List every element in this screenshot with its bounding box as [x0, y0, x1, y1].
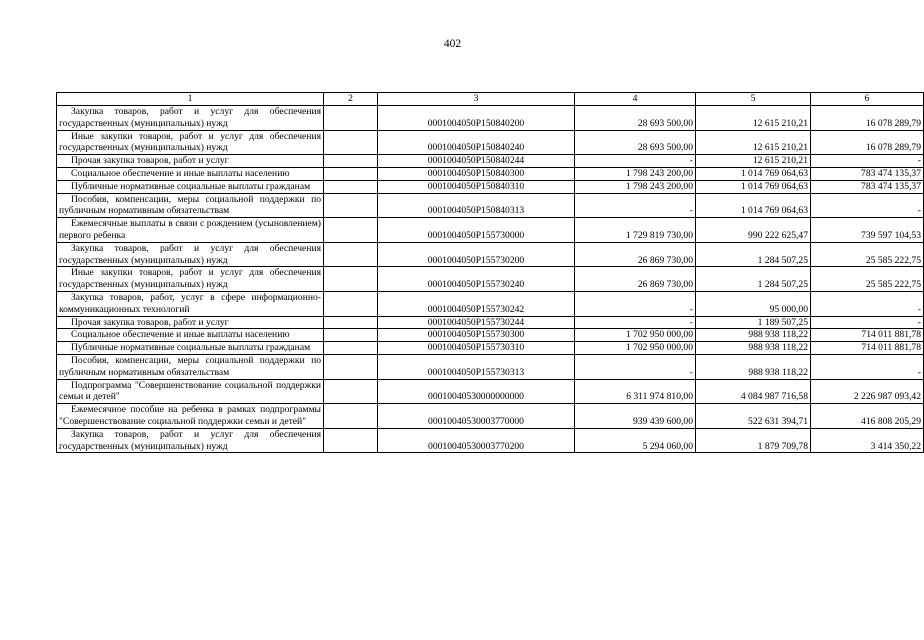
row-unexecuted-cell: 16 078 289,79 — [811, 106, 924, 131]
row-approved-cell: - — [575, 316, 696, 329]
row-code-cell: 00010040530003770000 — [378, 404, 575, 429]
row-unexecuted-cell: 739 597 104,53 — [811, 218, 924, 243]
row-name-cell: Закупка товаров, работ и услуг для обеспечения государственных (муниципальных) нужд — [57, 242, 324, 267]
table-row — [57, 291, 924, 316]
row-executed-cell: 988 938 118,22 — [696, 342, 811, 355]
row-executed-cell: 522 631 394,71 — [696, 404, 811, 429]
column-header: 1 — [57, 93, 324, 106]
table-row — [57, 193, 924, 218]
row-approved-cell: - — [575, 291, 696, 316]
row-col2-cell — [324, 354, 378, 379]
row-unexecuted-cell: 25 585 222,75 — [811, 267, 924, 292]
table-row — [57, 242, 924, 267]
row-unexecuted-cell: 25 585 222,75 — [811, 242, 924, 267]
row-code-cell: 0001004050P150840240 — [378, 130, 575, 155]
row-col2-cell — [324, 193, 378, 218]
row-code-cell: 0001004050P155730200 — [378, 242, 575, 267]
budget-table — [56, 92, 924, 453]
row-code-cell: 0001004050P150840300 — [378, 167, 575, 180]
row-col2-cell — [324, 106, 378, 131]
row-code-cell: 0001004050P155730244 — [378, 316, 575, 329]
row-executed-cell: 988 938 118,22 — [696, 354, 811, 379]
row-unexecuted-cell: 783 474 135,37 — [811, 167, 924, 180]
row-name-cell: Социальное обеспечение и иные выплаты населению — [57, 167, 324, 180]
row-col2-cell — [324, 180, 378, 193]
row-executed-cell: 12 615 210,21 — [696, 130, 811, 155]
row-col2-cell — [324, 316, 378, 329]
row-unexecuted-cell: 16 078 289,79 — [811, 130, 924, 155]
row-col2-cell — [324, 267, 378, 292]
row-name-cell: Социальное обеспечение и иные выплаты населению — [57, 329, 324, 342]
row-approved-cell: 28 693 500,00 — [575, 130, 696, 155]
row-code-cell: 00010040530003770200 — [378, 428, 575, 453]
table-row — [57, 342, 924, 355]
table-row — [57, 155, 924, 168]
row-code-cell: 0001004050P155730313 — [378, 354, 575, 379]
row-col2-cell — [324, 291, 378, 316]
row-col2-cell — [324, 404, 378, 429]
row-code-cell: 0001004050P155730240 — [378, 267, 575, 292]
row-name-cell: Прочая закупка товаров, работ и услуг — [57, 316, 324, 329]
row-name-cell: Закупка товаров, работ и услуг для обеспечения государственных (муниципальных) нужд — [57, 428, 324, 453]
row-code-cell: 00010040530000000000 — [378, 379, 575, 404]
table-row — [57, 329, 924, 342]
table-row — [57, 180, 924, 193]
row-unexecuted-cell: 2 226 987 093,42 — [811, 379, 924, 404]
row-name-cell: Иные закупки товаров, работ и услуг для обеспечения государственных (муниципальных) нужд — [57, 267, 324, 292]
row-executed-cell: 12 615 210,21 — [696, 106, 811, 131]
row-code-cell: 0001004050P155730310 — [378, 342, 575, 355]
table-row — [57, 106, 924, 131]
row-col2-cell — [324, 329, 378, 342]
row-approved-cell: 1 702 950 000,00 — [575, 329, 696, 342]
row-code-cell: 0001004050P155730000 — [378, 218, 575, 243]
row-name-cell: Закупка товаров, работ, услуг в сфере информационно-коммуникационных технологий — [57, 291, 324, 316]
table-header-row — [57, 93, 924, 106]
column-header: 4 — [575, 93, 696, 106]
row-unexecuted-cell: - — [811, 155, 924, 168]
column-header: 2 — [324, 93, 378, 106]
row-executed-cell: 988 938 118,22 — [696, 329, 811, 342]
row-approved-cell: 1 702 950 000,00 — [575, 342, 696, 355]
table-row — [57, 167, 924, 180]
row-approved-cell: - — [575, 354, 696, 379]
row-approved-cell: 26 869 730,00 — [575, 267, 696, 292]
row-unexecuted-cell: - — [811, 316, 924, 329]
row-code-cell: 0001004050P150840310 — [378, 180, 575, 193]
column-header: 3 — [378, 93, 575, 106]
row-unexecuted-cell: 416 808 205,29 — [811, 404, 924, 429]
row-executed-cell: 1 014 769 064,63 — [696, 180, 811, 193]
row-code-cell: 0001004050P155730242 — [378, 291, 575, 316]
table-row — [57, 379, 924, 404]
table-row — [57, 404, 924, 429]
row-code-cell: 0001004050P150840244 — [378, 155, 575, 168]
page-number: 402 — [443, 38, 462, 50]
row-name-cell: Публичные нормативные социальные выплаты гражданам — [57, 342, 324, 355]
row-col2-cell — [324, 242, 378, 267]
row-name-cell: Пособия, компенсации, меры социальной поддержки по публичным нормативным обязательствам — [57, 354, 324, 379]
row-col2-cell — [324, 167, 378, 180]
row-code-cell: 0001004050P150840313 — [378, 193, 575, 218]
table-row — [57, 267, 924, 292]
column-header: 6 — [811, 93, 924, 106]
row-col2-cell — [324, 218, 378, 243]
row-executed-cell: 1 014 769 064,63 — [696, 193, 811, 218]
column-header: 5 — [696, 93, 811, 106]
row-executed-cell: 1 189 507,25 — [696, 316, 811, 329]
row-col2-cell — [324, 342, 378, 355]
row-approved-cell: 1 729 819 730,00 — [575, 218, 696, 243]
row-name-cell: Ежемесячные выплаты в связи с рождением (усыновлением) первого ребенка — [57, 218, 324, 243]
row-unexecuted-cell: - — [811, 291, 924, 316]
row-approved-cell: 1 798 243 200,00 — [575, 167, 696, 180]
row-code-cell: 0001004050P150840200 — [378, 106, 575, 131]
row-unexecuted-cell: 3 414 350,22 — [811, 428, 924, 453]
row-unexecuted-cell: - — [811, 354, 924, 379]
row-executed-cell: 1 879 709,78 — [696, 428, 811, 453]
row-name-cell: Подпрограмма "Совершенствование социальной поддержки семьи и детей" — [57, 379, 324, 404]
row-approved-cell: 28 693 500,00 — [575, 106, 696, 131]
table-row — [57, 428, 924, 453]
table-row — [57, 130, 924, 155]
row-col2-cell — [324, 379, 378, 404]
row-executed-cell: 4 084 987 716,58 — [696, 379, 811, 404]
row-approved-cell: 26 869 730,00 — [575, 242, 696, 267]
row-executed-cell: 12 615 210,21 — [696, 155, 811, 168]
row-approved-cell: - — [575, 193, 696, 218]
table-row — [57, 218, 924, 243]
row-col2-cell — [324, 155, 378, 168]
row-name-cell: Прочая закупка товаров, работ и услуг — [57, 155, 324, 168]
row-code-cell: 0001004050P155730300 — [378, 329, 575, 342]
row-unexecuted-cell: 783 474 135,37 — [811, 180, 924, 193]
row-unexecuted-cell: 714 011 881,78 — [811, 329, 924, 342]
row-col2-cell — [324, 428, 378, 453]
row-executed-cell: 1 284 507,25 — [696, 267, 811, 292]
table-row — [57, 316, 924, 329]
row-approved-cell: 5 294 060,00 — [575, 428, 696, 453]
row-name-cell: Публичные нормативные социальные выплаты гражданам — [57, 180, 324, 193]
row-col2-cell — [324, 130, 378, 155]
row-executed-cell: 95 000,00 — [696, 291, 811, 316]
row-unexecuted-cell: - — [811, 193, 924, 218]
row-executed-cell: 990 222 625,47 — [696, 218, 811, 243]
row-name-cell: Иные закупки товаров, работ и услуг для обеспечения государственных (муниципальных) нужд — [57, 130, 324, 155]
row-name-cell: Пособия, компенсации, меры социальной поддержки по публичным нормативным обязательствам — [57, 193, 324, 218]
row-name-cell: Ежемесячное пособие на ребенка в рамках подпрограммы "Совершенствование социальной поддержки семьи и детей" — [57, 404, 324, 429]
row-name-cell: Закупка товаров, работ и услуг для обеспечения государственных (муниципальных) нужд — [57, 106, 324, 131]
row-approved-cell: 939 439 600,00 — [575, 404, 696, 429]
row-approved-cell: 1 798 243 200,00 — [575, 180, 696, 193]
row-approved-cell: - — [575, 155, 696, 168]
row-executed-cell: 1 284 507,25 — [696, 242, 811, 267]
row-executed-cell: 1 014 769 064,63 — [696, 167, 811, 180]
table-row — [57, 354, 924, 379]
row-unexecuted-cell: 714 011 881,78 — [811, 342, 924, 355]
row-approved-cell: 6 311 974 810,00 — [575, 379, 696, 404]
